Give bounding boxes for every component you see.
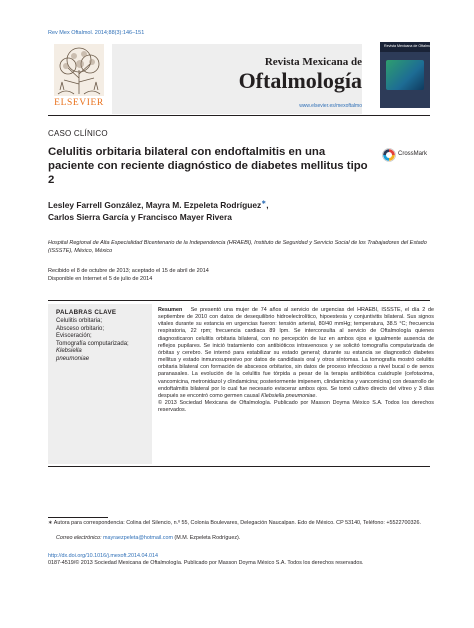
keyword-item: Tomografía computarizada; [56,340,129,347]
footnote-email-line [56,535,416,541]
abstract [158,307,434,414]
online-date: Disponible en Internet el 5 de julio de 2014 [48,276,153,282]
journal-name-line1: Revista Mexicana de [264,56,362,68]
journal-cover-image[interactable] [380,42,439,108]
affiliation: Hospital Regional de Alta Especialidad Bicentenario de la Independencia (HRAEBI), Instituto de Seguridad y Servicio Social de los Trabajadores del Estado (ISSSTE), México, México [48,240,427,254]
corresponding-author-mark[interactable]: ∗ [261,200,267,206]
abstract-top-rule [48,300,430,301]
cover-art [386,60,424,90]
elsevier-logo[interactable] [48,40,110,114]
abstract-organism: Klebsiella pneumoniae [261,392,316,399]
keywords-heading: PALABRAS CLAVE [56,309,117,316]
abstract-copyright: © 2013 Sociedad Mexicana de Oftalmología. Publicado por Masson Doyma México S.A. Todos los derechos reservados. [158,400,434,414]
abstract-body: Se presentó una mujer de 74 años al servicio de urgencias del HRAEBI, ISSSTE, el día 2 de septiembre de 2010 con datos de desequilibrio hidroelectrolítico, hipoestesia y conjuntivitis bilateral. Sus signos vitales durante su estancia en urgencias fueron: tensión arterial, 80/40 mmHg; temperatura, 38.5 °C; frecuencia respiratoria, 22 rpm; frecuencia cardiaca 89 lpm. Se interconsulta al servicio de Oftalmología quienes diagnosticaron celulitis orbitaria bilateral, con no percepción de luz en ambos ojos e igualmente ausencia de reflejos pupilares. Se inició tratamiento con antibióticos intravenosos y se solicitó tomografía computarizada de órbitas y cerebro. Se internó para estabilizar su estado general; durante su estancia se diagnosticó diabetes mellitus y estado inmunosupresivo por datos de candidiasis oral y otros síntomas. La tomografía mostró celulitis orbitaria bilateral con formación de abscesos orbitarios, sin datos de proceso infeccioso a nivel bucal o de senos paranasales. La evolución de la celulitis fue tórpida a pesar de la terapia antibiótica cuádruple (cefotaxima, vancomicina, metronidazol y clindamicina; posteriormente imipenem, clindamicina y vancomicina) con desarrollo de endoftalmitis bilateral por lo cual fue necesario eviscerar ambos ojos. Se tomó cultivo directo del vítreo y 3 días después se encontró como germen causal [158,307,434,399]
correspondence-footnote [48,520,432,527]
authors-line2: Carlos Sierra García y Francisco Mayer Rivera [48,211,232,222]
journal-url-link[interactable]: www.elsevier.es/mexoftalmo [299,103,362,109]
keyword-item: Klebsiella [56,348,82,355]
cover-title: Revista Mexicana de Oftalmología [384,44,439,48]
keywords-panel [48,304,152,464]
received-date: Recibido el 8 de octubre de 2013; aceptado el 15 de abril de 2014 [48,268,209,274]
copyright-line: 0187-4519/© 2013 Sociedad Mexicana de Oftalmología. Publicado por Masson Doyma México S.A. Todos los derechos reservados. [48,560,364,566]
journal-header [48,40,439,116]
abstract-label: Resumen [158,307,183,313]
article-title: Celulitis orbitaria bilateral con endoftalmitis en una paciente con reciente diagnóstico de diabetes mellitus tipo 2 [48,146,368,186]
email-label: Correo electrónico: [56,535,102,541]
abstract-bottom-rule [48,466,430,467]
doi-link[interactable]: http://dx.doi.org/10.1016/j.mexoft.2014.04.014 [48,553,158,559]
keyword-item: Celulitis orbitaria; [56,318,103,324]
email-link[interactable]: mayraezpeleta@hotmail.com [103,535,173,541]
journal-citation[interactable]: Rev Mex Oftalmol. 2014;88(3):146–151 [48,30,145,36]
publisher-name: ELSEVIER [54,98,104,108]
keyword-item: Evisceración; [56,333,92,340]
crossmark-label: CrossMark [398,151,428,157]
author-list [48,197,388,223]
elsevier-tree-icon [54,44,104,96]
footnote-mark: ∗ [48,520,53,526]
authors-separator: , [266,199,269,210]
article-section-label: CASO CLÍNICO [48,129,108,138]
authors-line1: Lesley Farrell González, Mayra M. Ezpeleta Rodríguez [48,199,262,210]
keyword-item: Absceso orbitario; [56,325,105,332]
footnote-rule [48,517,108,518]
journal-name-line2: Oftalmología [238,68,362,93]
crossmark-icon [382,148,396,162]
keyword-item: pneumoniae [56,355,90,362]
article-dates [48,267,348,283]
footnote-text: Autora para correspondencia: Colina del Silencio, n.º 55, Colonia Boulevares, Delegación Naucalpan. Edo de México. CP 53140, Teléfono: +5522700326. [52,520,421,526]
email-owner: (M.M. Ezpeleta Rodríguez). [172,535,241,541]
crossmark-badge[interactable] [382,148,432,162]
abstract-end: . [315,392,317,399]
